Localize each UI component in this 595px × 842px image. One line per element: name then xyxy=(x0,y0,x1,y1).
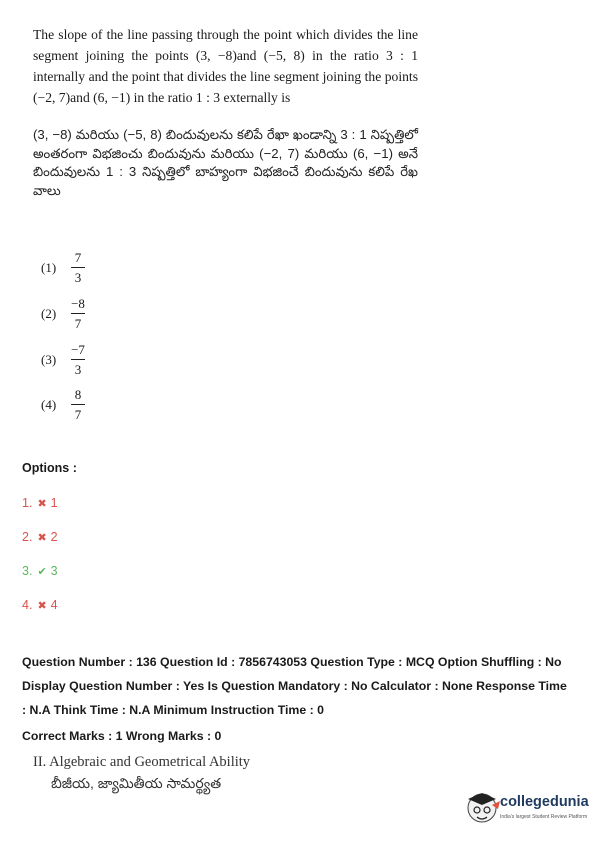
fraction-bar xyxy=(71,313,85,314)
denominator: 3 xyxy=(74,362,82,377)
numerator: 7 xyxy=(74,250,82,265)
fraction xyxy=(71,342,85,377)
denominator: 7 xyxy=(74,407,82,422)
meta-line-3: : N.A Think Time : N.A Minimum Instruction Time : 0 xyxy=(22,703,324,717)
logo-tagline: India's largest Student Review Platform xyxy=(500,814,588,820)
answer-option-2 xyxy=(41,296,85,331)
choice-index: 3. xyxy=(22,564,33,578)
choice-value: 3 xyxy=(50,564,58,578)
numerator: −8 xyxy=(71,296,85,311)
fraction-bar xyxy=(71,404,85,405)
answer-option-4 xyxy=(41,387,85,422)
numerator: −7 xyxy=(71,342,85,357)
choice-1 xyxy=(22,496,58,510)
fraction-bar xyxy=(71,359,85,360)
check-icon: ✔ xyxy=(37,565,47,578)
choice-2 xyxy=(22,530,58,544)
choice-value: 1 xyxy=(50,496,58,510)
choice-4 xyxy=(22,598,58,612)
option-number: (4) xyxy=(41,396,57,412)
options-heading: Options : xyxy=(22,461,77,475)
meta-line-2: Display Question Number : Yes Is Question Mandatory : No Calculator : None Response Time xyxy=(22,679,567,693)
marks-info: Correct Marks : 1 Wrong Marks : 0 xyxy=(22,729,222,743)
numerator: 8 xyxy=(74,387,82,402)
cross-icon: ✖ xyxy=(37,531,47,544)
option-number: (2) xyxy=(41,305,57,321)
choice-value: 4 xyxy=(50,598,58,612)
section-title-english: II. Algebraic and Geometrical Ability xyxy=(33,754,251,770)
choice-index: 2. xyxy=(22,530,33,544)
cross-icon: ✖ xyxy=(37,497,47,510)
answer-option-3 xyxy=(41,342,85,377)
option-number: (1) xyxy=(41,259,57,275)
question-telugu: (3, −8) మరియు (−5, 8) బిందువులను కలిపే రేఖా ఖండాన్ని 3 : 1 నిష్పత్తిలో అంతరంగా విభజించు బిందువును మరియు (−2, 7) మరియు (6, −1) అనే బిందువులను 1 : 3 నిష్పత్తిలో బాహ్యంగా విభజించే బిందువును కలిపే రేఖ వాలు xyxy=(33,127,418,198)
section-title-telugu: బీజీయ, జ్యామితీయ సామర్థ్యత xyxy=(51,775,222,791)
choice-3 xyxy=(22,564,58,578)
fraction xyxy=(71,387,85,422)
fraction xyxy=(71,250,85,285)
denominator: 7 xyxy=(74,316,82,331)
choice-value: 2 xyxy=(50,530,58,544)
denominator: 3 xyxy=(74,270,82,285)
choice-index: 4. xyxy=(22,598,33,612)
fraction-bar xyxy=(71,267,85,268)
option-number: (3) xyxy=(41,351,57,367)
question-meta xyxy=(22,650,582,722)
meta-line-1: Question Number : 136 Question Id : 7856743053 Question Type : MCQ Option Shuffling : No xyxy=(22,655,562,669)
fraction xyxy=(71,296,85,331)
logo-wordmark: collegedunia xyxy=(500,794,589,810)
cross-icon: ✖ xyxy=(37,599,47,612)
question-english: The slope of the line passing through the point which divides the line segment joining the points (3, −8)and (−5, 8) in the ratio 3 : 1 internally and the point that divides the line segment joining the points (−2, 7)and (6, −1) in the ratio 1 : 3 externally is xyxy=(33,27,418,105)
answer-option-1 xyxy=(41,250,85,285)
choice-index: 1. xyxy=(22,496,33,510)
